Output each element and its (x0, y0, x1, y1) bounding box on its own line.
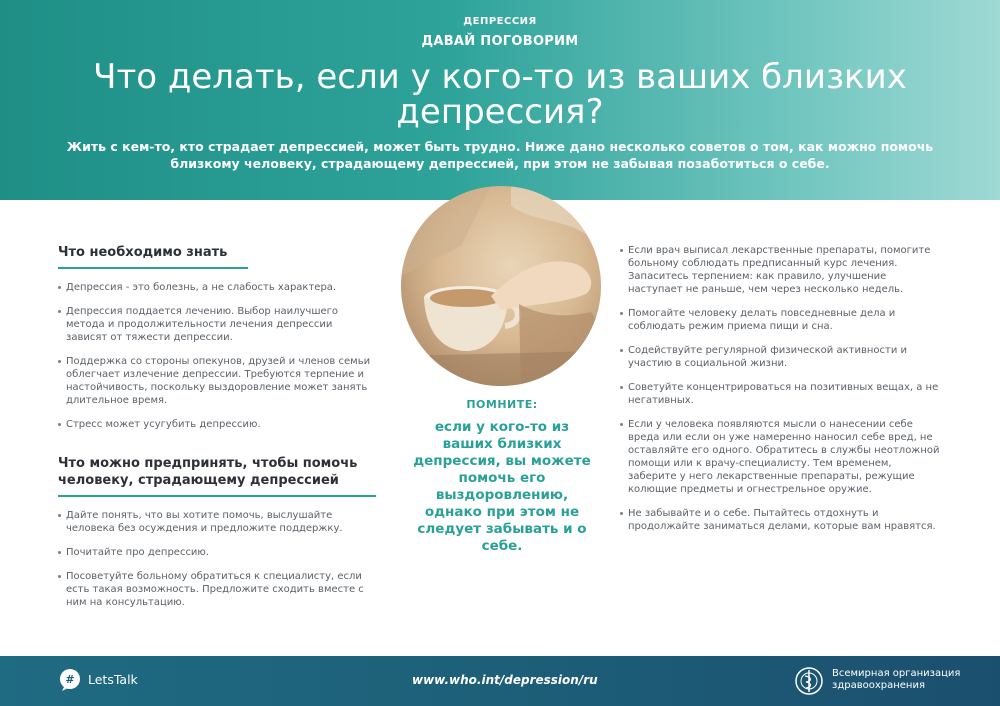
know-section-title: Что необходимо знать (58, 244, 248, 269)
know-item: Поддержка со стороны опекунов, друзей и членов семьи облегчает излечение депрессии. Требуются терпение и настойчивость, поскольку выздоровление может занять длительное время. (58, 355, 376, 407)
know-item: Стресс может усугубить депрессию. (58, 418, 376, 431)
page-title: Что делать, если у кого-то из ваших близких депрессия? (93, 57, 907, 132)
do-item: Почитайте про депрессию. (58, 546, 376, 559)
do-item: Дайте понять, что вы хотите помочь, выслушайте человека без осуждения и предложите поддержку. (58, 509, 376, 535)
left-column (58, 244, 376, 620)
illustration-art (401, 186, 601, 386)
know-item: Депрессия - это болезнь, а не слабость характера. (58, 281, 376, 294)
know-list (58, 281, 376, 431)
topic-kicker: ДЕПРЕССИЯ (463, 16, 537, 27)
right-column (620, 244, 940, 544)
lead-paragraph: Жить с кем-то, кто страдает депрессией, может быть трудно. Ниже дано несколько советов о том, как можно помочь близкому человеку, страдающему депрессией, при этом не забывая позаботиться о себе. (66, 139, 934, 171)
remember-text: если у кого-то из ваших близких депрессия, вы можете помочь его выздоровлению, однако при этом не следует забывать и о себе. (413, 419, 591, 554)
advice-item: Не забывайте и о себе. Пытайтесь отдохнуть и продолжайте заниматься делами, которые вам нравятся. (620, 507, 940, 533)
remember-box (412, 398, 592, 555)
letstalk-label: LetsTalk (88, 672, 138, 687)
campaign-kicker: ДАВАЙ ПОГОВОРИМ (421, 34, 579, 49)
chat-bubble-icon (58, 668, 82, 692)
footer-bar (0, 656, 1000, 706)
know-item: Депрессия поддается лечению. Выбор наилучшего метода и продолжительности лечения депрессии зависят от тяжести депрессии. (58, 305, 376, 344)
header-banner (0, 0, 1000, 200)
svg-text:#: # (65, 673, 75, 686)
advice-list (620, 244, 940, 533)
advice-item: Помогайте человеку делать повседневные дела и соблюдать режим приема пищи и сна. (620, 307, 940, 333)
do-list (58, 509, 376, 609)
who-name: Всемирная организация здравоохранения (832, 668, 961, 691)
tea-cup-illustration (401, 186, 601, 386)
who-emblem-icon (794, 666, 824, 696)
advice-item: Советуйте концентрироваться на позитивных вещах, а не негативных. (620, 381, 940, 407)
remember-title: ПОМНИТЕ: (466, 398, 538, 411)
advice-item: Если врач выписал лекарственные препараты, помогите больному соблюдать предписанный курс лечения. Запаситесь терпением: как правило, улучшение наступает не раньше, чем через несколько недель. (620, 244, 940, 296)
advice-item: Содействуйте регулярной физической активности и участию в социальной жизни. (620, 344, 940, 370)
advice-item: Если у человека появляются мысли о нанесении себе вреда или если он уже намеренно наносил себе вред, не оставляйте его одного. Обратитесь в службы неотложной помощи или к врачу-специалисту. Тем временем, заберите у него лекарственные препараты, режущие колющие предметы и огнестрельное оружие. (620, 418, 940, 496)
do-item: Посоветуйте больному обратиться к специалисту, если есть такая возможность. Предложите сходить вместе с ним на консультацию. (58, 570, 376, 609)
do-section-title: Что можно предпринять, чтобы помочь человеку, страдающему депрессией (58, 455, 376, 497)
website-link[interactable]: www.who.int/depression/ru (412, 673, 598, 687)
